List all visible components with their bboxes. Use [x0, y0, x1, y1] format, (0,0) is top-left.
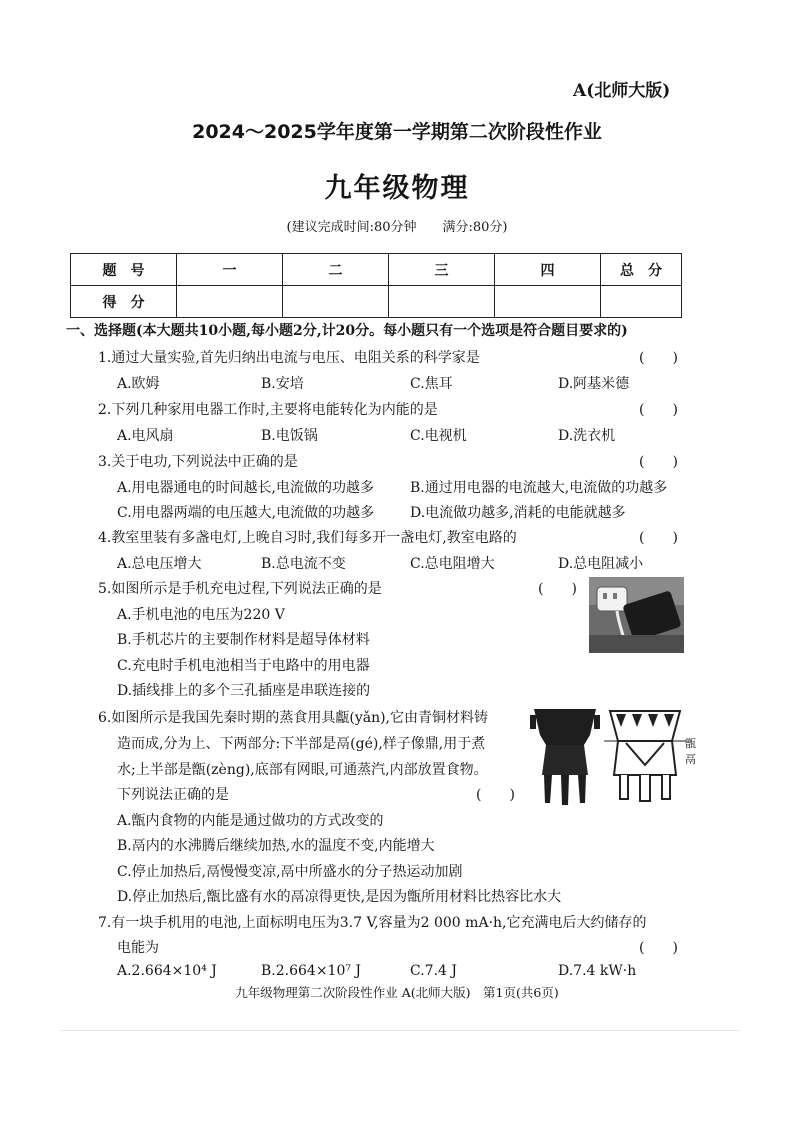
score-table-cell: 三	[389, 254, 495, 286]
score-table	[70, 253, 682, 318]
option: D.7.4 kW·h	[558, 963, 637, 979]
option: D.插线排上的多个三孔插座是串联连接的	[117, 683, 371, 699]
question-stem: 1.通过大量实验,首先归纳出电流与电压、电阻关系的科学家是	[98, 350, 480, 366]
option: D.洗衣机	[558, 428, 616, 444]
answer-paren[interactable]: ( )	[476, 787, 515, 803]
option: B.总电流不变	[261, 556, 346, 572]
option: C.停止加热后,鬲慢慢变凉,鬲中所盛水的分子热运动加剧	[117, 864, 463, 880]
score-blank-cell[interactable]	[495, 286, 601, 318]
score-table-score-row	[71, 286, 682, 318]
option: D.阿基米德	[558, 376, 630, 392]
page-divider	[60, 1030, 740, 1031]
edition-label: A(北师大版)	[573, 81, 671, 101]
option: B.通过用电器的电流越大,电流做的功越多	[410, 480, 668, 496]
score-blank-cell[interactable]	[177, 286, 283, 318]
option: A.手机电池的电压为220 V	[117, 607, 285, 623]
option: A.电风扇	[117, 428, 174, 444]
answer-paren[interactable]: ( )	[639, 454, 678, 470]
yan-structure-diagram	[600, 705, 698, 805]
option: C.充电时手机电池相当于电路中的用电器	[117, 658, 370, 674]
score-table-cell: 题 号	[71, 254, 177, 286]
score-table-cell: 得 分	[71, 286, 177, 318]
score-table-cell: 总 分	[601, 254, 682, 286]
option: D.总电阻减小	[558, 556, 644, 572]
score-table-cell: 四	[495, 254, 601, 286]
question-stem: 7.有一块手机用的电池,上面标明电压为3.7 V,容量为2 000 mA·h,它充满电后大约储存的	[98, 915, 647, 931]
answer-paren[interactable]: ( )	[639, 350, 678, 366]
subject-title: 九年级物理	[324, 173, 470, 204]
question-stem: 电能为	[117, 940, 159, 956]
option: B.安培	[261, 376, 304, 392]
option: C.7.4 J	[410, 963, 457, 979]
answer-paren[interactable]: ( )	[639, 402, 678, 418]
option: C.总电阻增大	[410, 556, 495, 572]
exam-meta	[0, 216, 794, 235]
option: A.欧姆	[117, 376, 160, 392]
exam-title: 2024～2025学年度第一学期第二次阶段性作业	[192, 121, 602, 143]
page-footer: 九年级物理第二次阶段性作业 A(北师大版) 第1页(共6页)	[235, 985, 559, 1000]
question-stem: 5.如图所示是手机充电过程,下列说法正确的是	[98, 581, 382, 597]
question-stem: 水;上半部是甑(zèng),底部有网眼,可通蒸汽,内部放置食物。	[117, 762, 488, 778]
answer-paren[interactable]: ( )	[639, 530, 678, 546]
score-blank-cell[interactable]	[283, 286, 389, 318]
answer-paren[interactable]: ( )	[538, 581, 577, 597]
score-blank-cell[interactable]	[601, 286, 682, 318]
question-stem: 2.下列几种家用电器工作时,主要将电能转化为内能的是	[98, 402, 438, 418]
score-table-cell: 一	[177, 254, 283, 286]
diagram-label-li: 鬲	[685, 753, 696, 766]
option: B.手机芯片的主要制作材料是超导体材料	[117, 632, 370, 648]
option: B.2.664×10⁷ J	[261, 963, 362, 979]
option: D.电流做功越多,消耗的电能就越多	[410, 505, 626, 521]
phone-charging-photo	[589, 577, 684, 653]
score-table-header-row	[71, 254, 682, 286]
question-stem: 3.关于电功,下列说法中正确的是	[98, 454, 298, 470]
question-stem: 下列说法正确的是	[117, 787, 229, 803]
option: D.停止加热后,甑比盛有水的鬲凉得更快,是因为甑所用材料比热容比水大	[117, 889, 562, 905]
diagram-label-zeng: 甑	[685, 737, 696, 750]
option: A.甑内食物的内能是通过做功的方式改变的	[117, 813, 384, 829]
option: C.用电器两端的电压越大,电流做的功越多	[117, 505, 375, 521]
score-table-cell: 二	[283, 254, 389, 286]
question-stem: 4.教室里装有多盏电灯,上晚自习时,我们每多开一盏电灯,教室电路的	[98, 530, 517, 546]
answer-paren[interactable]: ( )	[639, 940, 678, 956]
option: A.用电器通电的时间越长,电流做的功越多	[117, 480, 375, 496]
question-stem: 造而成,分为上、下两部分:下半部是鬲(gé),样子像鼎,用于煮	[117, 736, 486, 752]
score-blank-cell[interactable]	[389, 286, 495, 318]
option: B.鬲内的水沸腾后继续加热,水的温度不变,内能增大	[117, 838, 435, 854]
option: C.焦耳	[410, 376, 453, 392]
option: B.电饭锅	[261, 428, 318, 444]
section-title: 一、选择题(本大题共10小题,每小题2分,计20分。每小题只有一个选项是符合题目要求的)	[66, 323, 628, 339]
option: A.总电压增大	[117, 556, 202, 572]
question-stem: 6.如图所示是我国先秦时期的蒸食用具甗(yǎn),它由青铜材料铸	[98, 710, 489, 726]
score-note: 满分:80分)	[442, 220, 508, 235]
option: C.电视机	[410, 428, 467, 444]
yan-vessel-photo	[530, 705, 600, 808]
option: A.2.664×10⁴ J	[117, 963, 217, 979]
time-note: (建议完成时间:80分钟	[286, 220, 417, 235]
